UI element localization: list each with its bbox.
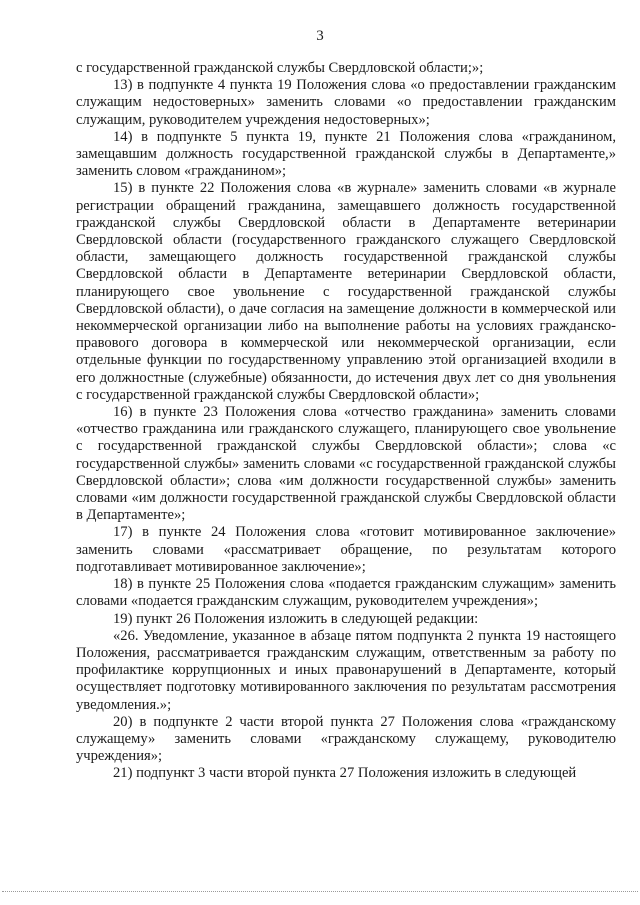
paragraph-item-18: 18) в пункте 25 Положения слова «подается гражданским служащим» заменить словами «подается гражданским служащим, руководителем учреждения»; <box>76 576 616 610</box>
document-body <box>76 60 616 783</box>
paragraph-item-15: 15) в пункте 22 Положения слова «в журнале» заменить словами «в журнале регистрации обращений гражданина, замещавшего должность государственной гражданской службы Свердловской области в Департаменте ветеринарии Свердловской области (государственного гражданского служащего Свердловской области, замещающего должность государственной гражданской службы Свердловской области в Департаменте ветеринарии Свердловской области, планирующего свое увольнение с государственной гражданской службы Свердловской области), о даче согласия на замещение должности в коммерческой или некоммерческой организации либо на выполнение работы на условиях гражданско-правового договора в коммерческой или некоммерческой организации, если отдельные функции по государственному управлению этой организацией входили в его должностные (служебные) обязанности, до истечения двух лет со дня увольнения с государственной гражданской службы Свердловской области»; <box>76 180 616 403</box>
paragraph-item-20: 20) в подпункте 2 части второй пункта 27 Положения слова «гражданскому служащему» заменить словами «гражданскому служащему, руководителю учреждения»; <box>76 713 616 765</box>
page-number: 3 <box>316 28 324 44</box>
paragraph-item-19: 19) пункт 26 Положения изложить в следующей редакции: <box>113 610 479 627</box>
paragraph-item-13: 13) в подпункте 4 пункта 19 Положения слова «о предоставлении гражданским служащим недостоверных» заменить словами «о предоставлении гражданским служащим, руководителем учреждения недостоверных»; <box>76 77 616 128</box>
paragraph-continuation: с государственной гражданской службы Свердловской области;»; <box>76 60 484 76</box>
page-bottom-edge <box>2 891 638 892</box>
paragraph-item-16: 16) в пункте 23 Положения слова «отчество гражданина» заменить словами «отчество гражданина или гражданского служащего, планирующего свое увольнение с государственной гражданской службы Свердловской области»; слова «с государственной службы» заменить словами «с государственной гражданской службы Свердловской области»; слова «им должности государственной службы» заменить словами «им должности государственной гражданской службы Свердловской области в Департаменте»; <box>76 404 616 524</box>
paragraph-quote-26: «26. Уведомление, указанное в абзаце пятом подпункта 2 пункта 19 настоящего Положения, рассматривается гражданским служащим, ответственным за работу по профилактике коррупционных и иных правонарушений в Департаменте, который осуществляет подготовку мотивированного заключения по результатам рассмотрения уведомления.»; <box>76 627 616 713</box>
paragraph-item-14: 14) в подпункте 5 пункта 19, пункте 21 Положения слова «гражданином, замещавшим должность государственной гражданской службы в Департаменте,» заменить словом «гражданином»; <box>76 128 616 180</box>
paragraph-item-21: 21) подпункт 3 части второй пункта 27 Положения изложить в следующей <box>113 765 577 782</box>
paragraph-item-17: 17) в пункте 24 Положения слова «готовит мотивированное заключение» заменить словами «рассматривает обращение, по результатам которого подготавливает мотивированное заключение»; <box>76 524 616 575</box>
